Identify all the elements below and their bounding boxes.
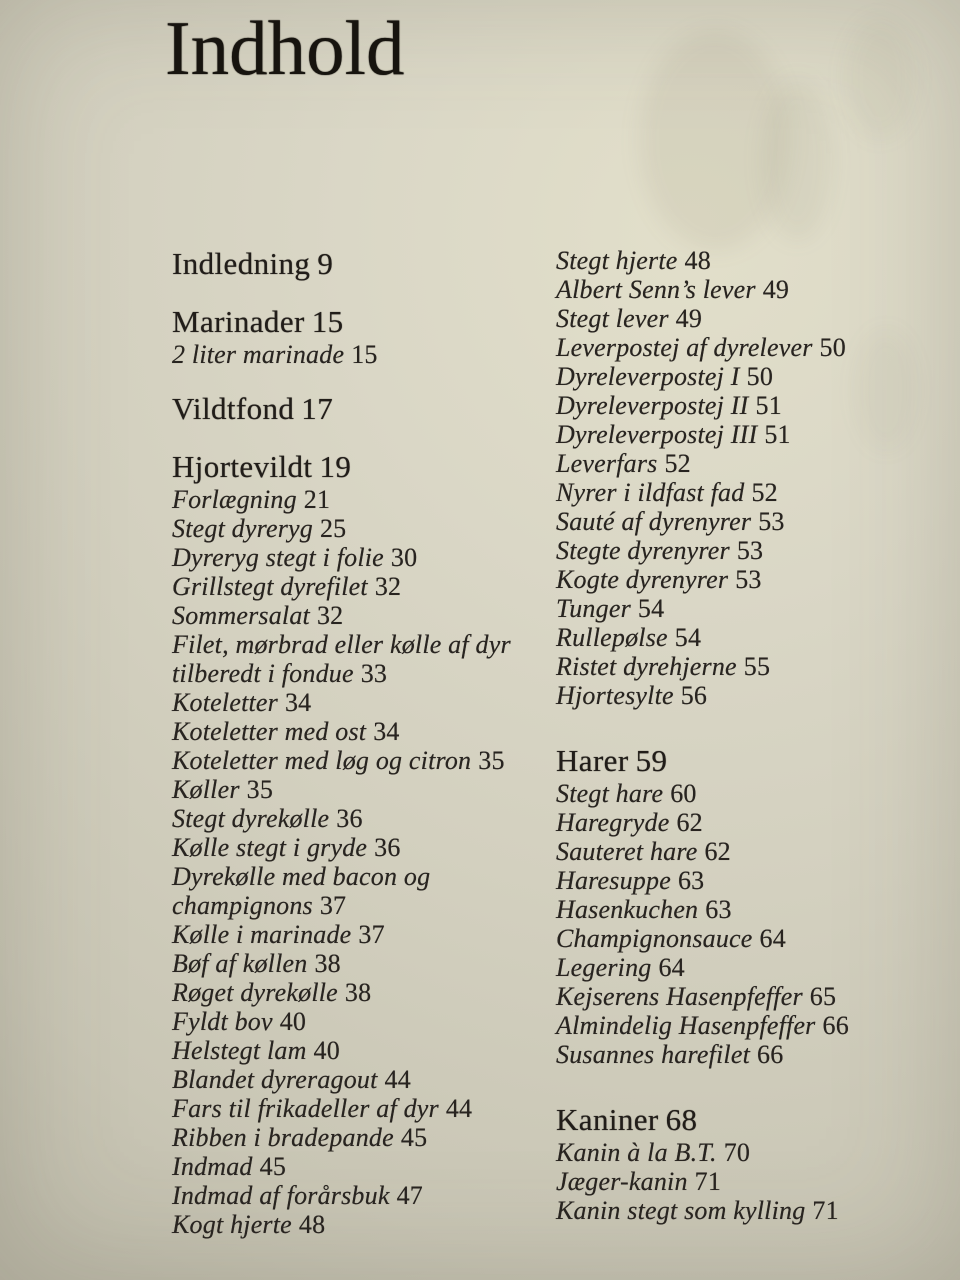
toc-entry: [172, 340, 540, 369]
toc-section-page: 9: [317, 246, 334, 281]
toc-entry-page: 48: [684, 246, 711, 275]
toc-entry-page: 47: [396, 1181, 423, 1210]
toc-entry-label: Dyreryg stegt i folie: [172, 543, 384, 572]
toc-entry-page: 15: [351, 340, 378, 369]
toc-entry: [172, 1152, 540, 1181]
toc-entry: [172, 1065, 540, 1094]
toc-section-header: [556, 743, 960, 779]
toc-entry-label: Fars til frikadeller af dyr: [172, 1094, 439, 1123]
toc-entry: [556, 391, 960, 420]
toc-entry-page: 33: [360, 659, 388, 688]
toc-entry: [556, 623, 960, 652]
toc-entry-label: Kølle i marinade: [172, 920, 352, 949]
toc-entry-label: Sommersalat: [172, 601, 310, 630]
toc-entry: [172, 1123, 540, 1152]
toc-entry-label: Sauté af dyrenyrer: [556, 507, 752, 536]
toc-entry: [172, 543, 540, 572]
toc-entry: [172, 978, 540, 1007]
toc-entry-page: 21: [303, 485, 331, 514]
toc-entry-page: 62: [704, 837, 731, 866]
toc-entry-page: 37: [358, 920, 385, 949]
toc-entry-label: Dyreleverpostej I: [556, 362, 740, 391]
toc-entry: [556, 304, 960, 333]
toc-entry-label: Stegt hjerte: [556, 246, 678, 275]
toc-entry-page: 53: [736, 536, 764, 565]
toc-entry-label: Tunger: [556, 594, 631, 623]
toc-entry-label: Blandet dyreragout: [172, 1065, 378, 1094]
toc-entry: [172, 833, 540, 862]
toc-entry-label: Køller: [172, 775, 240, 804]
toc-entry-label: Sauteret hare: [556, 837, 698, 866]
toc-entry: [556, 536, 960, 565]
toc-entry-label: Stegt hare: [556, 779, 664, 808]
toc-entry-page: 32: [374, 572, 402, 601]
toc-entry: [556, 333, 960, 362]
toc-entry-page: 64: [658, 953, 685, 982]
toc-entry: [556, 246, 960, 275]
toc-section-page: 59: [635, 743, 668, 778]
toc-entry: [172, 1181, 540, 1210]
toc-entry: [556, 565, 960, 594]
toc-entry-page: 53: [758, 507, 785, 536]
toc-entry-page: 63: [705, 895, 732, 924]
toc-entry: [556, 1167, 960, 1196]
toc-entry-label: Kanin stegt som kylling: [556, 1196, 806, 1225]
show-through-stain: [762, 80, 832, 240]
toc-entry-label: Jæger-kanin: [556, 1167, 688, 1196]
toc-entry-page: 66: [757, 1040, 784, 1069]
toc-section-label: Vildtfond: [172, 391, 295, 426]
toc-entry-label: Indmad af forårsbuk: [172, 1181, 390, 1210]
toc-column-right: [556, 246, 960, 1225]
toc-entry-label: Filet, mørbrad eller kølle af dyr tilberedt i fondue: [172, 630, 511, 688]
show-through-stain: [845, 18, 915, 138]
toc-entry-page: 71: [812, 1196, 839, 1225]
toc-entry-label: Stegt dyreryg: [172, 514, 313, 543]
toc-section-label: Indledning: [172, 246, 311, 281]
toc-entry-page: 56: [680, 681, 708, 710]
toc-entry-label: Grillstegt dyrefilet: [172, 572, 368, 601]
toc-entry-label: Haresuppe: [556, 866, 671, 895]
toc-entry: [556, 652, 960, 681]
toc-section-header: [172, 391, 540, 427]
toc-entry-page: 65: [809, 982, 837, 1011]
toc-entry: [172, 804, 540, 833]
toc-entry: [172, 485, 540, 514]
table-of-contents: [172, 246, 960, 1239]
toc-section-label: Marinader: [172, 304, 305, 339]
toc-entry-label: Bøf af køllen: [172, 949, 308, 978]
toc-entry-label: Haregryde: [556, 808, 670, 837]
toc-entry: [556, 837, 960, 866]
toc-entry-page: 45: [400, 1123, 428, 1152]
toc-entry-page: 44: [384, 1065, 411, 1094]
toc-entry-label: Almindelig Hasenpfeffer: [556, 1011, 816, 1040]
toc-entry: [172, 862, 540, 920]
toc-section-label: Kaniner: [556, 1102, 659, 1137]
toc-entry: [172, 746, 540, 775]
toc-entry: [556, 924, 960, 953]
toc-entry-label: Susannes harefilet: [556, 1040, 751, 1069]
toc-entry-label: Hasenkuchen: [556, 895, 699, 924]
toc-entry-page: 50: [746, 362, 774, 391]
toc-entry-page: 38: [314, 949, 341, 978]
toc-entry-label: Dyreleverpostej III: [556, 420, 758, 449]
toc-section-label: Harer: [556, 743, 629, 778]
toc-entry-page: 38: [344, 978, 372, 1007]
toc-entry-page: 34: [373, 717, 400, 746]
toc-section-header: [172, 304, 540, 340]
toc-section-page: 68: [665, 1102, 698, 1137]
toc-entry-page: 60: [670, 779, 697, 808]
toc-entry-page: 34: [284, 688, 312, 717]
toc-entry: [172, 717, 540, 746]
toc-entry: [172, 949, 540, 978]
toc-entry-page: 36: [374, 833, 401, 862]
toc-entry: [556, 866, 960, 895]
toc-entry-label: Indmad: [172, 1152, 253, 1181]
toc-section-page: 15: [311, 304, 344, 339]
toc-entry: [172, 688, 540, 717]
toc-entry-label: Dyrekølle med bacon og champignons: [172, 862, 431, 920]
toc-entry: [172, 1007, 540, 1036]
toc-entry-page: 71: [694, 1167, 722, 1196]
toc-entry-label: Kølle stegt i gryde: [172, 833, 368, 862]
page-title: Indhold: [165, 5, 405, 91]
toc-section-header: [172, 449, 540, 485]
toc-entry-page: 40: [279, 1007, 307, 1036]
toc-entry-page: 54: [637, 594, 665, 623]
toc-entry: [172, 1210, 540, 1239]
toc-entry: [556, 507, 960, 536]
toc-entry-label: Stegt dyrekølle: [172, 804, 330, 833]
toc-entry: [172, 1036, 540, 1065]
toc-entry-label: Ristet dyrehjerne: [556, 652, 737, 681]
toc-entry-label: Røget dyrekølle: [172, 978, 338, 1007]
toc-entry-page: 51: [755, 391, 782, 420]
toc-entry-label: Legering: [556, 953, 652, 982]
toc-entry-page: 49: [762, 275, 790, 304]
toc-entry-page: 30: [390, 543, 418, 572]
toc-entry-label: Dyreleverpostej II: [556, 391, 749, 420]
toc-section-page: 17: [301, 391, 334, 426]
toc-entry-label: Forlægning: [172, 485, 297, 514]
toc-column-left: [172, 246, 540, 1239]
toc-entry-page: 35: [478, 746, 505, 775]
toc-entry-label: Albert Senn’s lever: [556, 275, 756, 304]
toc-entry-page: 51: [764, 420, 791, 449]
toc-entry-page: 37: [319, 891, 347, 920]
toc-entry: [172, 572, 540, 601]
toc-entry-label: Kogte dyrenyrer: [556, 565, 729, 594]
toc-entry: [172, 920, 540, 949]
toc-entry: [556, 1040, 960, 1069]
toc-entry-label: Champignonsauce: [556, 924, 753, 953]
toc-section-label: Hjortevildt: [172, 449, 313, 484]
toc-entry: [556, 895, 960, 924]
toc-entry-label: Ribben i bradepande: [172, 1123, 394, 1152]
toc-entry-page: 55: [743, 652, 771, 681]
toc-entry: [556, 982, 960, 1011]
toc-entry-label: Kogt hjerte: [172, 1210, 292, 1239]
toc-entry-label: Stegte dyrenyrer: [556, 536, 730, 565]
toc-entry-label: Nyrer i ildfast fad: [556, 478, 745, 507]
toc-entry: [556, 594, 960, 623]
toc-entry-label: Hjortesylte: [556, 681, 674, 710]
toc-entry: [556, 808, 960, 837]
toc-entry-page: 44: [445, 1094, 473, 1123]
toc-entry-page: 70: [723, 1138, 751, 1167]
toc-entry-label: Helstegt lam: [172, 1036, 307, 1065]
toc-entry: [556, 275, 960, 304]
toc-entry-page: 36: [336, 804, 363, 833]
toc-entry-label: Fyldt bov: [172, 1007, 273, 1036]
toc-entry-page: 40: [313, 1036, 340, 1065]
toc-entry-label: Koteletter: [172, 688, 278, 717]
toc-entry-label: Koteletter med ost: [172, 717, 367, 746]
toc-entry-label: Kanin à la B.T.: [556, 1138, 717, 1167]
toc-entry-label: 2 liter marinade: [172, 340, 345, 369]
toc-entry-page: 64: [759, 924, 786, 953]
toc-entry-page: 45: [259, 1152, 287, 1181]
toc-entry-label: Rullepølse: [556, 623, 668, 652]
toc-entry-page: 53: [735, 565, 762, 594]
toc-entry-page: 35: [246, 775, 274, 804]
toc-entry-label: Kejserens Hasenpfeffer: [556, 982, 803, 1011]
toc-entry-label: Stegt lever: [556, 304, 669, 333]
toc-entry-page: 62: [676, 808, 703, 837]
toc-entry-page: 32: [316, 601, 344, 630]
toc-entry: [556, 1138, 960, 1167]
toc-entry: [556, 953, 960, 982]
toc-entry-page: 66: [822, 1011, 849, 1040]
toc-entry: [172, 1094, 540, 1123]
toc-entry: [556, 779, 960, 808]
toc-entry-page: 54: [674, 623, 702, 652]
toc-section-header: [172, 246, 540, 282]
toc-entry-page: 50: [819, 333, 846, 362]
toc-entry-page: 52: [664, 449, 691, 478]
toc-entry-page: 63: [677, 866, 705, 895]
toc-entry-label: Leverpostej af dyrelever: [556, 333, 813, 362]
toc-section-page: 19: [319, 449, 352, 484]
toc-entry-page: 25: [319, 514, 347, 543]
toc-entry: [556, 1196, 960, 1225]
toc-entry-label: Leverfars: [556, 449, 658, 478]
toc-entry: [556, 478, 960, 507]
toc-section-header: [556, 1102, 960, 1138]
toc-entry: [172, 630, 540, 688]
toc-entry: [172, 601, 540, 630]
toc-entry: [172, 775, 540, 804]
toc-entry-page: 49: [675, 304, 703, 333]
toc-entry: [556, 362, 960, 391]
toc-entry-label: Koteletter med løg og citron: [172, 746, 472, 775]
toc-entry: [556, 420, 960, 449]
toc-entry: [172, 514, 540, 543]
toc-entry-page: 48: [298, 1210, 326, 1239]
toc-entry-page: 52: [751, 478, 778, 507]
toc-entry: [556, 1011, 960, 1040]
toc-entry: [556, 449, 960, 478]
toc-entry: [556, 681, 960, 710]
